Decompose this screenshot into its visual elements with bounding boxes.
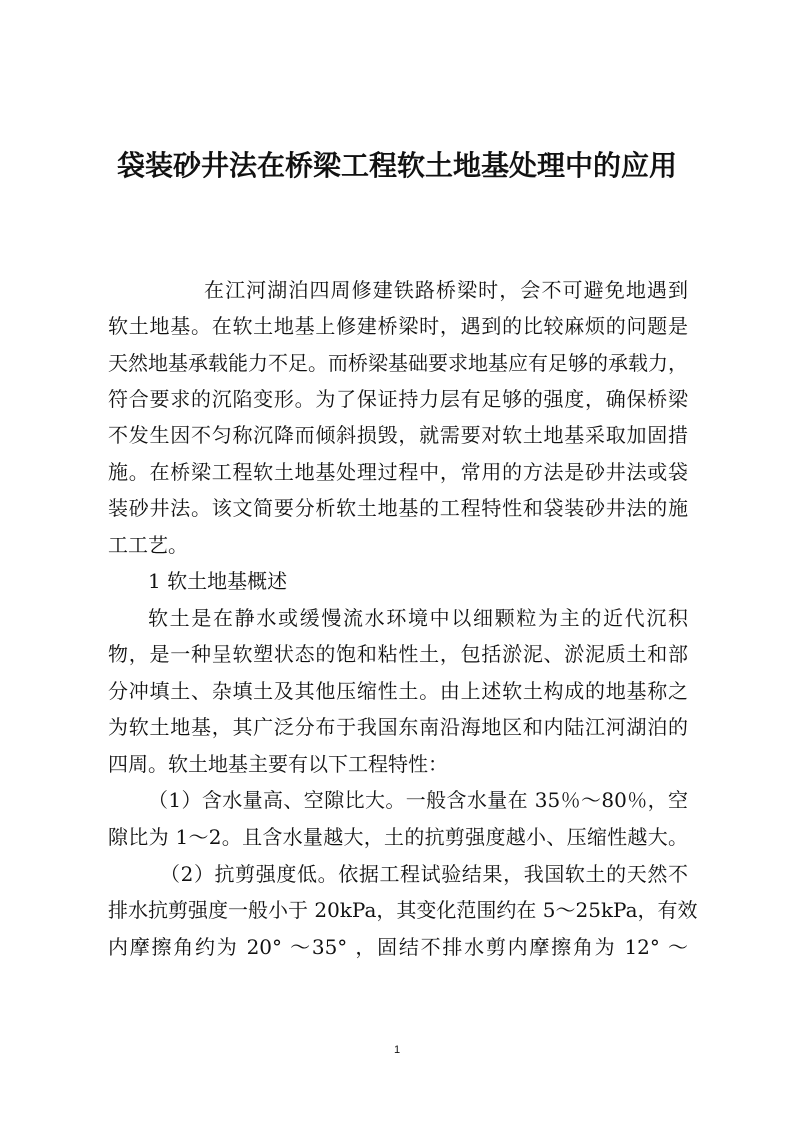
text-line: 排水抗剪强度一般小于 20kPa，其变化范围约在 5～25kPa，有效 (108, 898, 698, 922)
text-line: （2）抗剪强度低。依据工程试验结果，我国软土的天然不 (160, 862, 688, 886)
text-line: 符合要求的沉陷变形。为了保证持力层有足够的强度，确保桥梁 (108, 387, 688, 411)
page-title: 袋装砂井法在桥梁工程软土地基处理中的应用 (116, 149, 677, 182)
text-line: 软土是在静水或缓慢流水环境中以细颗粒为主的近代沉积 (148, 606, 688, 630)
text-line: 装砂井法。该文简要分析软土地基的工程特性和袋装砂井法的施 (108, 496, 688, 520)
text-line: 物，是一种呈软塑状态的饱和粘性土，包括淤泥、淤泥质土和部 (108, 642, 688, 666)
text-line: （1）含水量高、空隙比大。一般含水量在 35％～80％，空 (148, 788, 688, 812)
text-line: 施。在桥梁工程软土地基处理过程中，常用的方法是砂井法或袋 (108, 460, 688, 484)
text-line: 软土地基。在软土地基上修建桥梁时，遇到的比较麻烦的问题是 (108, 314, 688, 338)
text-line: 天然地基承载能力不足。而桥梁基础要求地基应有足够的承载力， (108, 351, 688, 375)
text-line: 在江河湖泊四周修建铁路桥梁时，会不可避免地遇到 (204, 278, 688, 302)
text-line: 工工艺。 (108, 533, 188, 557)
text-line: 为软土地基，其广泛分布于我国东南沿海地区和内陆江河湖泊的 (108, 715, 688, 739)
text-line: 不发生因不匀称沉降而倾斜损毁，就需要对软土地基采取加固措 (108, 423, 688, 447)
text-line: 内摩擦角约为 20° ～35° ，固结不排水剪内摩擦角为 12° ～ (108, 935, 688, 959)
page-number: 1 (393, 1044, 401, 1056)
section-heading: 1 软土地基概述 (148, 569, 288, 593)
text-line: 隙比为 1～2。且含水量越大，土的抗剪强度越小、压缩性越大。 (108, 825, 688, 849)
text-line: 四周。软土地基主要有以下工程特性： (108, 752, 448, 776)
text-line: 分冲填土、杂填土及其他压缩性土。由上述软土构成的地基称之 (108, 679, 688, 703)
